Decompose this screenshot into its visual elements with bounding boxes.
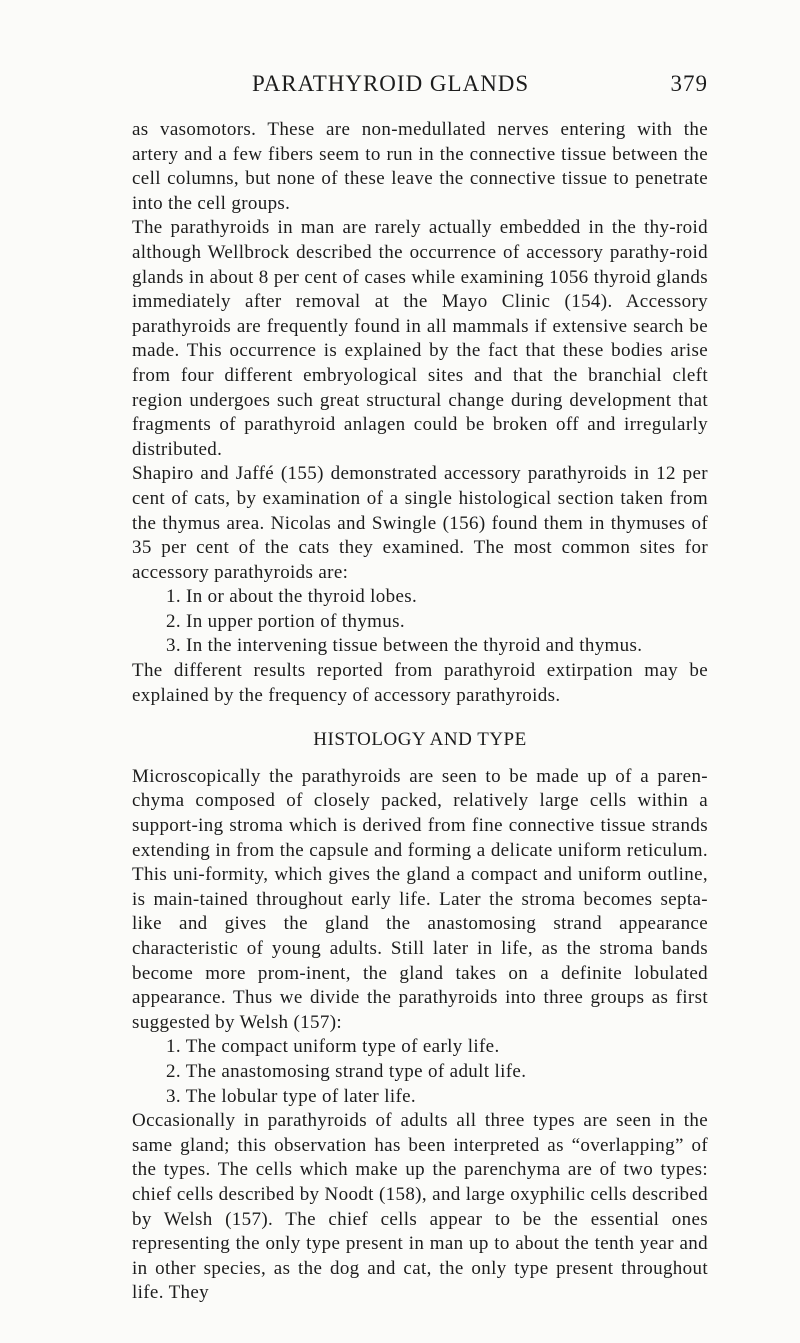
running-title: PARATHYROID GLANDS (252, 71, 530, 96)
list-item: 2. In upper portion of thymus. (166, 610, 406, 632)
list-item: 1. In or about the thyroid lobes. (166, 586, 418, 608)
body-text (132, 118, 708, 1306)
paragraph: The different results reported from parathyroid extirpation may be explained by the frequency of accessory parathyroids. (132, 660, 708, 706)
paragraph: Occasionally in parathyroids of adults all three types are seen in the same gland; this observation has been interpreted as “overlapping” of the types. The cells which make up the parenchyma are of two types: chief cells described by Noodt (158), and large oxyphilic cells described by Welsh (157). The chief cells appear to be the essential ones representing the only type present in man up to about the tenth year and in other species, as the dog and cat, the only type present throughout life. They (132, 1110, 708, 1304)
list-item: 3. The lobular type of later life. (166, 1085, 417, 1107)
paragraph: The parathyroids in man are rarely actually embedded in the thy-roid although Wellbrock described the occurrence of accessory parathy-roid glands in about 8 per cent of cases while examining 1056 thyroid glands immediately after removal at the Mayo Clinic (154). Accessory parathyroids are frequently found in all mammals if extensive search be made. This occurrence is explained by the fact that these bodies arise from four different embryological sites and that the branchial cleft region undergoes such great structural change during development that fragments of parathyroid anlagen could be broken off and irregularly distributed. (132, 217, 708, 460)
list-item: 2. The anastomosing strand type of adult life. (166, 1060, 527, 1082)
paragraph: Microscopically the parathyroids are seen to be made up of a paren-chyma composed of closely packed, relatively large cells within a support-ing stroma which is derived from fine connective tissue strands extending in from the capsule and forming a delicate uniform reticulum. This uni-formity, which gives the gland a compact and uniform outline, is main-tained throughout early life. Later the stroma becomes septa-like and gives the gland the anastomosing strand appearance characteristic of young adults. Still later in life, as the stroma bands become more prom-inent, the gland takes on a definite lobulated appearance. Thus we divide the parathyroids into three groups as first suggested by Welsh (157): (132, 765, 708, 1033)
list-item: 3. In the intervening tissue between the thyroid and thymus. (166, 635, 643, 657)
paragraph: Shapiro and Jaffé (155) demonstrated accessory parathyroids in 12 per cent of cats, by examination of a single histological section taken from the thymus area. Nicolas and Swingle (156) found them in thymuses of 35 per cent of the cats they examined. The most common sites for accessory parathyroids are: (132, 463, 708, 583)
paragraph: as vasomotors. These are non-medullated nerves entering with the artery and a few fibers seem to run in the connective tissue between the cell columns, but none of these leave the connective tissue to penetrate into the cell groups. (132, 119, 708, 214)
list-item: 1. The compact uniform type of early life. (166, 1036, 500, 1058)
section-heading: HISTOLOGY AND TYPE (313, 729, 527, 751)
page-number: 379 (670, 71, 708, 96)
